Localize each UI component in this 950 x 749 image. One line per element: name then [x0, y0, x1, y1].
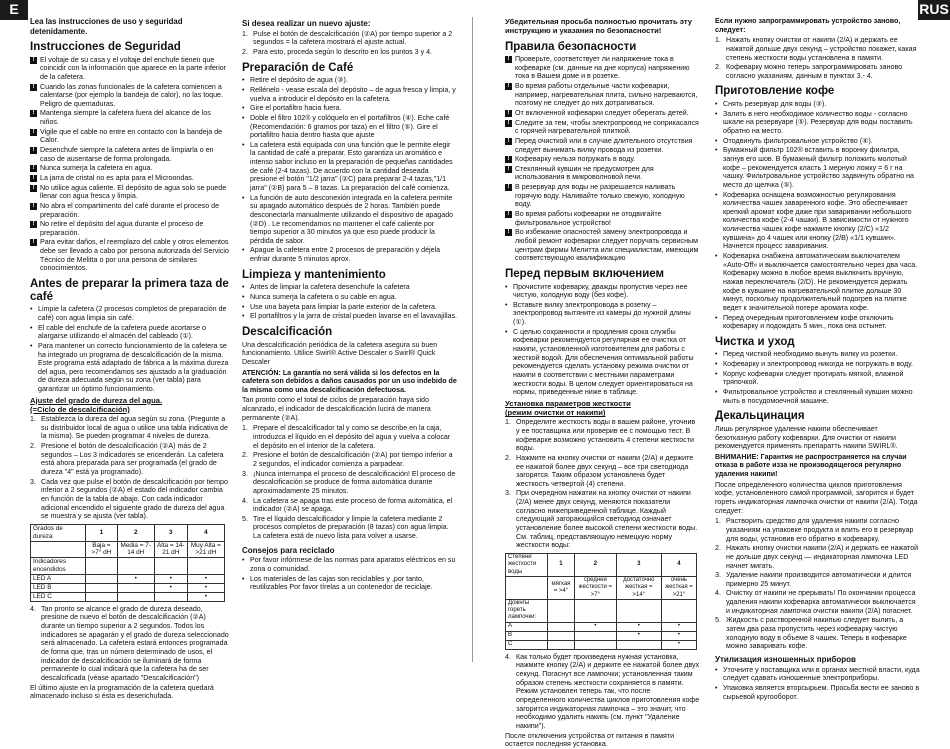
descaling-text: Tan pronto como el total de ciclos de preparación haya sido alcanzado, el indicador de descalcificación lucirá de manera permanente (②A). [242, 396, 431, 422]
warning-item: ! Во время работы кофеварки не отодвигайте фильтровальное устройство! [505, 210, 700, 227]
descaling-heading: Descalcificación [242, 325, 333, 338]
bullet-item: • Кофеварка снабжена автоматическим выключателем «Auto-Off» и выключается самостоятельно через два часа. Кофеварку можно в любое время выключить вручную, нажав переключатель (2/D). Не рекомендуется держать кофе в кувшине на нагревательной плитке дольше 30 минут, поскольку продолжительный подогрев на плитке ведет к значительной потере аромата кофе. [715, 252, 918, 312]
table-row: LED A • • • [31, 574, 225, 583]
warning-item: ! Mantenga siempre la cafetera fuera del alcance de los niños. [30, 109, 230, 126]
warning-icon: ! [30, 203, 37, 210]
warning-icon: ! [30, 110, 37, 117]
warning-item: ! Проверьте, соответствует ли напряжение тока в кофеварке (см. данные на дне корпуса) напряжению тока в Вашем доме и в розетке. [505, 55, 700, 81]
safety-heading: Правила безопасности [505, 40, 637, 53]
warning-item: ! La jarra de cristal no es apta para el Microondas. [30, 174, 230, 183]
warning-item: ! Nunca sumerja la cafetera en agua. [30, 164, 230, 173]
bullet-item: • Залить в него необходимое количество воды - согласно шкале на резервуаре (⑤). Резервуар для воды поставить обратно на место. [715, 109, 913, 136]
column-es-1 [30, 17, 230, 701]
bullet-item: • Перед очередным приготовлением кофе отключить кофеварку и подождать 5 мин., пока она остынет. [715, 313, 894, 331]
warning-icon: ! [30, 221, 37, 228]
step-item: 4. Tan pronto se alcance el grado de dureza deseado, presione de nuevo el botón de descalcificación (②A) durante un tiempo superior a 2 segundos. Todos los indicadores se apagarán y el grado de dureza seleccionado será almacenado. La cafetera estará entonces programada de forma que, tras un número determinado de usos, el indicador de descalcificación se iluminará de forma permanente lo cual indicará que la cafetera ha de ser descalcificada (véase apartado "Descalcificación") [30, 604, 229, 682]
warning-item: ! Para evitar daños, el reemplazo del cable y otros elementos debe ser llevado a cabo por persona autorizada del Servicio Técnico de Melitta o por una persona de similares conocimientos. [30, 238, 230, 273]
warning-icon: ! [30, 239, 37, 246]
bullet-item: • Retire el depósito de agua (③). [242, 76, 348, 85]
safety-heading: Instrucciones de Seguridad [30, 41, 181, 53]
warning-icon: ! [505, 120, 512, 127]
warning-icon: ! [505, 229, 512, 236]
step-item: 3. Cada vez que pulse el botón de descalcificación por tiempo inferior a 2 segundos (②A) el estado del indicador cambia en función de la tabla de abajo. Con cada indicador adicional encendido el siguiente grado de dureza del agua se muestra y se ajusta (ver tabla). [30, 477, 228, 521]
intro-text: Убедительная просьба полностью прочитать эту инструкцию и указания по безопасности! [505, 17, 693, 36]
step-item: 2. Para esto, proceda según lo descrito en los puntos 3 y 4. [242, 48, 433, 57]
warning-item: ! Кофеварку нельзя погружать в воду. [505, 155, 700, 164]
table-row: Степени жесткости воды 1 2 3 4 [506, 553, 697, 576]
warning-icon: ! [30, 129, 37, 136]
warning-item: ! Cuando las zonas funcionales de la cafetera comiencen a calentarse (por ejemplo la bandeja de calor), no las toque. Peligro de quemaduras. [30, 83, 230, 109]
bullet-item: • El cable del enchufe de la cafetera puede acortarse o alargarse utilizando el almacén del cableado (①). [30, 323, 206, 341]
warning-item: ! В резервуар для воды не разрешается наливать горячую воду. Наливайте только свежую, холодную воду. [505, 183, 700, 209]
warning-item: ! El voltaje de su casa y el voltaje del enchufe tienen que coincidir con la información que aparece en la parte inferior de la cafetera. [30, 56, 230, 82]
bullet-item: • Отодвинуть фильтровальное устройство (④). [715, 136, 873, 145]
bullet-item: • Вставьте вилку электропровода в розетку – электропровод вытяните из камеры до нужной длины (①). [505, 300, 691, 327]
warning-icon: ! [505, 211, 512, 218]
bullet-item: • Уточните у поставщика или в органах местной власти, куда следует сдавать изношенные электроприборы. [715, 665, 920, 683]
warning-icon: ! [30, 147, 37, 154]
hardness-subheading: (=Ciclo de descalcificación) [30, 404, 130, 414]
table-row: A • • • [506, 622, 697, 631]
bullet-item: • Nunca sumerja la cafetera o su cable en agua. [242, 293, 397, 302]
warning-icon: ! [505, 166, 512, 173]
step-item: 2. Presione el botón de descalcificación (②A) más de 2 segundos – Los 3 indicadores se encenderán. La cafetera está ahora preparada para ser programada (el grado de dureza "4" está ya programado). [30, 442, 224, 477]
table-row: LED C • [31, 592, 225, 601]
safety-list [30, 56, 230, 273]
warning-item: ! No abra el compartimento del café durante el proceso de preparación. [30, 202, 230, 219]
bullet-item: • Бумажный фильтр 102® вставить в воронку фильтра, загнув его шов. В бумажный фильтр положить молотый кофе – рекомендуется класть 1 мерную ложку = 6 г на чашку. Фильтровальное устройство задвинуть обратно на место до щелчка (⑤). [715, 146, 914, 189]
first-use-heading: Перед первым включением [505, 267, 665, 280]
warning-item: ! Следите за тем, чтобы электропровод не соприкасался с горячей нагревательной плиткой. [505, 119, 700, 136]
language-tab-e: E [0, 0, 28, 20]
warranty-warning: ВНИМАНИЕ: Гарантия не распространяется на случаи отказа в работе изза не производящегося регулярно удаления накипи! [715, 452, 907, 479]
adjust-heading: Si desea realizar un nuevo ajuste: [242, 19, 371, 28]
center-divider [472, 17, 473, 662]
hardness-heading: Ajuste del grado de dureza del agua. [30, 395, 163, 405]
warning-icon: ! [505, 56, 512, 63]
bullet-item: • Doble el filtro 102® y colóquelo en el portafiltros (④). Eche café (Recomendación: 6 gramos por taza) en el filtro (⑤). Gire el portafiltro hacia dentro hasta que ajuste [242, 113, 450, 140]
bullet-item: • Para mantener un correcto funcionamiento de la cafetera se ha integrado un programa de descalcificación de la misma. Este programa está adaptado de fábrica a la máxima dureza del agua, pero recomendamos ses ajustado a la graduación de dureza adecuada según su zona (ver tabla) para garantizar un óptimo funcionamiento. [30, 341, 229, 394]
table-row: Indicadores encendidos [31, 558, 225, 575]
bullet-item: • Кофеварку и электропровод никогда не погружать в воду. [715, 360, 913, 369]
descaling-text: После определенного количества циклов приготовления кофе, установленного самой программой, загорится и будет гореть индикаторная лампочка очистки от накипи (2/A). Тогда следует: [715, 480, 918, 515]
bullet-item: • Los materiales de las cajas son reciclables y ,por tanto, reutilizables Por favor tírelas a un contenedor de reciclaje. [242, 574, 433, 592]
warning-icon: ! [30, 175, 37, 182]
bullet-item: • Корпус кофеварки следует протирать мягкой, влажной тряпочкой. [715, 369, 904, 387]
warning-item: ! No retire el depósito del agua durante el proceso de preparación. [30, 220, 230, 237]
step-item: 4. Очистку от накипи не прерывать! По окончании процесса удаления накипи кофеварка автоматически выключается и индикаторная лампочка очистки накипи (2/A) погаснет. [715, 589, 916, 615]
step-item: 2. Нажать кнопку очистки накипи (2/A) и держать ее нажатой не дольше двух секунд — индикаторная лампочка LED начнет мигать. [715, 544, 919, 570]
warning-icon: ! [505, 138, 512, 145]
warning-item: ! Во избежание опасностей замену электропровода и любой ремонт кофеварки следует поручать сервисным центрам фирмы Мелитта или специалистам, имеющим соответствующую квалификацию [505, 228, 700, 263]
bullet-item: • Por favor infórmese de las normas para aparatos eléctricos en su zona o comunidad. [242, 556, 456, 574]
column-es-2 [242, 17, 457, 667]
step-item: 1. Определите жесткость воды в вашем районе, уточнив у ее поставщика или проверив ее с помощью тест. В кофеварке возможно установить 4 степени жесткости воды. [505, 418, 696, 453]
warning-item: ! Стеклянный кувшин не предусмотрен для использования в микроволновой печи. [505, 165, 700, 182]
prep-heading: Preparación de Café [242, 61, 354, 74]
bullet-item: • Antes de limpiar la cafetera desenchufe la cafetera [242, 283, 410, 292]
warning-icon: ! [30, 84, 37, 91]
step-item: 4. Как только будет произведена нужная установка, нажмите кнопку (2/A) и держите ее нажатой более двух секунд. Погаснут все лампочки; установленная таким образом степень жесткости сохраняется в памяти. Режим установлен теперь так, что после определенного количества циклов приготовления кофе загорится индикаторная лампочка – это значит, что необходимо удалить накипь (см. пункт "Удаление накипи"). [505, 652, 700, 730]
warning-item: ! No utilice agua caliente. El depósito de agua solo se puede llenar con agua fresca y limpia. [30, 184, 230, 201]
bullet-item: • Упаковка является вторсырьем. Просьба вести ее заново в сырьевой кругооборот. [715, 683, 920, 701]
note-text: После отключения устройства от питания в памяти остается последняя установка. [505, 731, 675, 749]
step-item: 5. Tire el líquido descalcificador y limpie la cafetera mediante 2 procesos completos de preparación (8 tazas) con agua limpia. La cafetera está de nuevo lista para volver a usarse. [242, 514, 449, 541]
before-heading: Antes de preparar la primera taza de café [30, 278, 229, 303]
bullet-item: • Кофеварка оснащена возможностью регулирования количества чашек заваренного кофе. Это обеспечивает крепкий аромат кофе даже при заваривании небольшого количества кофе (2-4 чашки). В зависимости от нужного количества чашек кофе нажмите кнопку (2/C) «1/2 кувшина» до 4 чашек или кнопку (2/B) «1/1 кувшин». Начнется процесс заваривания. [715, 190, 912, 251]
table-row: Дожнгы гореть лампочки: [506, 599, 697, 622]
warranty-warning: ATENCIÓN: La garantía no será válida si los defectos en la cafetera son debidos a daños causados por un uso indebido de la misma como una descalcificación defectuosa. [242, 368, 457, 394]
descaling-heading: Декальцинация [715, 410, 805, 423]
bullet-item: • Прочистите кофеварку, дважды пропустив через нее чистую, холодную воду (без кофе). [505, 282, 688, 300]
bullet-item: • La función de auto desconexión integrada en la cafetera permite su apagado automático después de 2 horas. También puede desconectarla manualmente utilizando el dispositivo de apagado (②D) . Le recomendamos no mantener el café caliente por tiempo superior a 30 minutos ya que eso puede producir la pérdida de sabor. [242, 193, 454, 245]
bullet-item: • Apague la cafetera entre 2 procesos de preparación y déjela enfriar durante 5 minutos aprox. [242, 246, 441, 264]
table-row: C • [506, 640, 697, 649]
step-item: 1. Prepare el descalcificador tal y como se describe en la caja, introduzca el líquido en el depósito del agua y vuelva a colocar el depósito en el interior de la cafetera. [242, 424, 451, 450]
bullet-item: • Перед чисткой необходимо вынуть вилку из розетки. [715, 350, 898, 359]
warning-icon: ! [505, 156, 512, 163]
language-tab-rus: RUS [918, 0, 950, 20]
table-row: мягкая = >4° средней жесткости = >7° достаточно жесткая = >14° очень жесткая = >21° [506, 576, 697, 599]
clean-heading: Чистка и уход [715, 335, 795, 348]
column-ru-1 [505, 17, 700, 749]
warning-icon: ! [30, 57, 37, 64]
bullet-item: • С целью сохранности и продления срока службы кофеварки рекомендуется регулярная ее очистка от накипи, установленной изготовителем для работы с жесткой водой. Для обеспечения оптимальной работы рекомендуется сделать установку режима очистки от накипи в соответствии с местными параметрами жесткости воды. В целом следует ориентироваться на нормы, приведенные ниже в таблице. [505, 327, 694, 397]
hardness-table [30, 524, 225, 602]
intro-text: Lea las instrucciones de uso y seguridad detenidamente. [30, 17, 183, 36]
step-item: 3. ¡Nunca interrumpa el proceso de descalcificación! El proceso de descalcificación se produce de forma automática durante aproximadamente 25 minutos. [242, 469, 456, 495]
disposal-heading: Утилизация изношенных приборов [715, 654, 856, 664]
table-row: Grados de dureza 1 2 3 4 [31, 524, 225, 541]
step-item: 1. Establezca la dureza del agua según su zona. (Pregunte a su distribuidor local de agua o utilice una tabla indicativa de la misma). Se pueden programar 4 niveles de dureza. [30, 415, 228, 441]
step-item: 3. Удаление накипи производится автоматически и длится примерно 25 минут. [715, 571, 912, 588]
step-item: 1. Pulse el botón de descalcificación (②A) por tiempo superior a 2 segundos = la cafetera mostrará el ajuste actual. [242, 29, 453, 47]
bullet-item: • Снять резервуар для воды (③). [715, 100, 827, 109]
bullet-item: • Limpie la cafetera (2 procesos completos de preparación de café) con agua limpia sin café. [30, 305, 227, 322]
bullet-item: • La cafetera está equipada con una función que le permite elegir la cantidad de café a preparar. Esto garantiza un aromático e intenso sabor incluso en la preparación de pequeñas cantidades de café (2-4 tazas). De acuerdo con la cantidad deseada presione el botón "1/2 jarra" (②C) para preparar 2-4 tazas,"1/1 jarra" (②B) para 5 – 8 tazas. La preparación del café comienza. [242, 140, 453, 192]
step-item: 1. Растворить средство для удаления накипи согласно указаниям на упаковке продукта и влить его в резервуар для воды, установив его обратно в кофеварку. [715, 517, 914, 543]
warning-item: ! От включенной кофеварки следует оберегать детей. [505, 109, 700, 118]
warning-item: ! Во время работы отдельные части кофеварки, например, нагревательная плита, сильно нагреваются, поэтому не следует до них дотрагиваться. [505, 82, 700, 108]
clean-heading: Limpieza y mantenimiento [242, 268, 386, 281]
table-row: LED B • • [31, 583, 225, 592]
hardness-subheading: (режим очистки от накипи) [505, 408, 606, 418]
note-text: El último ajuste en la programación de la cafetera quedará almacenado incluso si ésta es desenchufada. [30, 683, 214, 701]
descaling-text: Лишь регулярное удаление накипи обеспечивает безотказную работу кофеварки. Для очистки от накипи рекомендуется применять препаратть накипи SWIRL®. [715, 424, 898, 451]
step-item: 2. Presione el botón de descalcificación (②A) por tiempo inferior a 2 segundos, el indicador comienza a parpadear. [242, 451, 453, 468]
prep-heading: Приготовление кофе [715, 85, 835, 98]
step-item: 1. Нажать кнопку очистки от накипи (2/A) и держать ее нажатой дольше двух секунд – устройство покажет, какая степень жесткости воды установлена в памяти. [715, 36, 917, 62]
bullet-item: • Фильтровальное устройство и стеклянный кувшин можно мыть в посудомоечной машине. [715, 387, 913, 405]
warning-icon: ! [505, 83, 512, 90]
warning-item: ! Desenchufe siempre la cafetera antes de limpiarla o en caso de ausentarse de forma prolongada. [30, 146, 230, 163]
hardness-table [505, 553, 697, 650]
descaling-text: Una descalcificación periódica de la cafetera asegura su buen funcionamiento. Utilice Swirl® Active Descaler o Swirl® Quick Descaler [242, 340, 438, 366]
table-row: B • • [506, 631, 697, 640]
warning-icon: ! [505, 110, 512, 117]
step-item: 2. Кофеварку можно теперь запрограммировать заново согласно указаниям, данным в пунктах 3.- 4. [715, 63, 903, 80]
step-item: 4. La cafetera se apaga tras este proceso de forma automática, el indicador (②A) se apaga. [242, 496, 453, 514]
warning-icon: ! [30, 165, 37, 172]
table-row: Baja = >7° dH Media = 7-14 dH Alta = 14-21 dH Muy Alta = >21 dH [31, 541, 225, 558]
bullet-item: • Use una bayeta para limpiar la parte exterior de la cafetera. [242, 302, 437, 311]
bullet-item: • El portafiltros y la jarra de cristal pueden lavarse en el lavavajillas. [242, 312, 458, 321]
step-item: 3. При очередном нажатии на кнопку очистки от накипи (2/A) менее двух секунд, меняются показатели согласно нижеприведенной таблице. Каждый следующий загорающийся светодиод означает установление более высокой степени жесткости воды. См. таблиц, представляющую немецкую норму жесткости воды: [505, 489, 698, 550]
warning-icon: ! [505, 184, 512, 191]
hardness-heading: Установка параметров жесткости [505, 398, 631, 408]
step-item: 5. Жидкость с растворенной накипью следует вылить, а затем два раза пропустить через кофеварку чистую холодную воду в объеме 8 чашек. Теперь в кофеварке можно заваривать кофе. [715, 616, 907, 651]
warning-item: ! Vigile que el cable no entre en contacto con la bandeja de Calor. [30, 128, 230, 145]
bullet-item: • Rellénelo - vease escala del depósito – de agua fresca y limpia, y vuelva a introducir el depósito en la cafetera. [242, 85, 456, 103]
recycle-heading: Consejos para reciclado [242, 545, 335, 555]
column-ru-2 [715, 17, 920, 701]
reprogram-heading: Если нужно запрограммировать устройство заново, следует: [715, 17, 901, 34]
step-item: 2. Нажмите на кнопку очистки от накипи (2/A) и держите ее нажатой более двух секунд – все три светодиода загорятся. Таким образом установлена будет жесткость четвертой (4) степени. [505, 453, 694, 488]
warning-item: ! Перед очисткой или в случае длительного отсутствия следует вынимать вилку провода из розетки. [505, 137, 700, 154]
bullet-item: • Gire el portafiltro hacia fuera. [242, 104, 342, 113]
warning-icon: ! [30, 185, 37, 192]
